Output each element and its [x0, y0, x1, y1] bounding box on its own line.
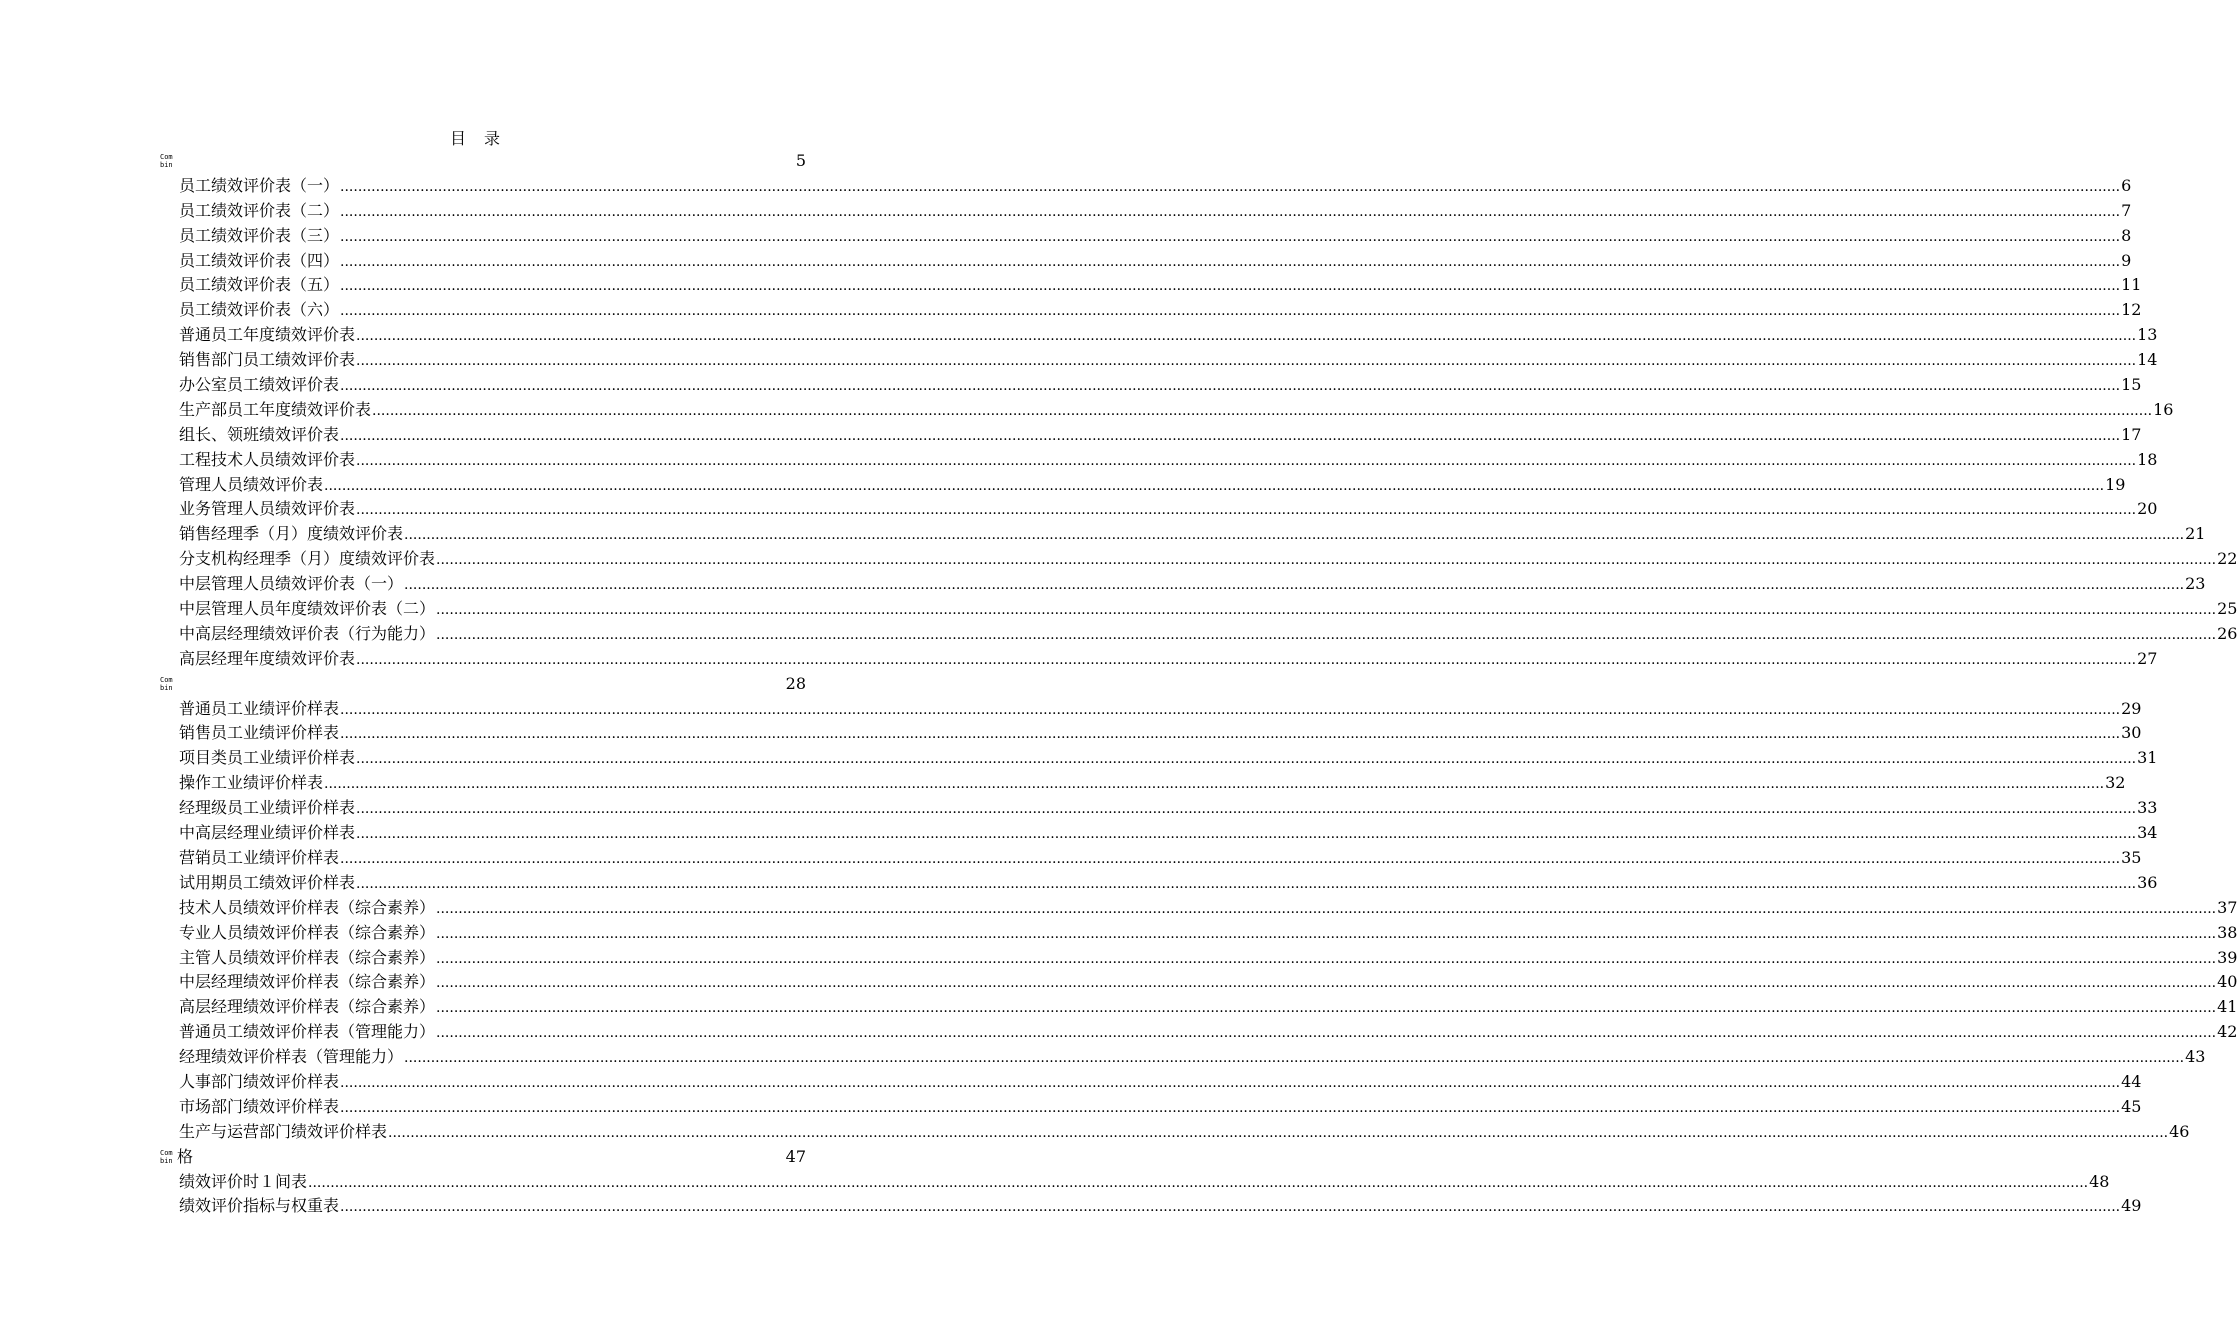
toc-dot-leader: ................................................................................................................................................................................................................................................................................................................................................................................................................: [340, 726, 2121, 743]
toc-dot-leader: ................................................................................................................................................................................................................................................................................................................................................................................................................: [340, 178, 2121, 195]
toc-page-number: 36: [2137, 872, 2158, 892]
toc-entry-label: 员工绩效评价表（四）: [179, 250, 340, 270]
toc-entry-label: 经理绩效评价样表（管理能力）: [179, 1047, 404, 1067]
toc-page-number: 14: [2137, 350, 2158, 370]
toc-page-number: 17: [2121, 424, 2142, 444]
toc-entry[interactable]: [160, 398, 2174, 423]
toc-dot-leader: ................................................................................................................................................................................................................................................................................................................................................................................................................: [356, 801, 2137, 818]
toc-entry[interactable]: [160, 846, 2142, 871]
toc-entry[interactable]: [160, 1120, 2190, 1145]
toc-entry-label: 生产部员工年度绩效评价表: [179, 399, 372, 419]
toc-entry[interactable]: [160, 423, 2142, 448]
toc-entry[interactable]: [160, 199, 2132, 224]
toc-entry-label: 员工绩效评价表（六）: [179, 300, 340, 320]
toc-dot-leader: ................................................................................................................................................................................................................................................................................................................................................................................................................: [436, 950, 2217, 967]
toc-dot-leader: ................................................................................................................................................................................................................................................................................................................................................................................................................: [356, 751, 2137, 768]
toc-page-number: 32: [2105, 773, 2126, 793]
toc-page-number: 28: [785, 673, 806, 693]
toc-dot-leader: ................................................................................................................................................................................................................................................................................................................................................................................................................: [340, 228, 2121, 245]
toc-page-number: 49: [2121, 1196, 2142, 1216]
toc-entry[interactable]: [160, 697, 2142, 722]
toc-dot-leader: ................................................................................................................................................................................................................................................................................................................................................................................................................: [436, 900, 2217, 917]
toc-entry[interactable]: [160, 298, 2142, 323]
toc-section-heading[interactable]: [160, 1145, 806, 1170]
toc-page-number: 46: [2169, 1121, 2190, 1141]
toc-dot-leader: ................................................................................................................................................................................................................................................................................................................................................................................................................: [340, 1074, 2121, 1091]
toc-dot-leader: ................................................................................................................................................................................................................................................................................................................................................................................................................: [356, 826, 2137, 843]
toc-entry[interactable]: [160, 796, 2158, 821]
toc-page-number: 41: [2217, 997, 2237, 1017]
toc-entry-label: 试用期员工绩效评价样表: [179, 872, 356, 892]
toc-page-number: 39: [2217, 947, 2237, 967]
toc-entry[interactable]: [160, 995, 2237, 1020]
toc-page-number: 7: [2121, 200, 2132, 220]
toc-entry[interactable]: [160, 721, 2142, 746]
toc-page-number: 11: [2121, 275, 2142, 295]
toc-dot-leader: ................................................................................................................................................................................................................................................................................................................................................................................................................: [356, 353, 2137, 370]
toc-entry-label: 普通员工业绩评价样表: [179, 698, 340, 718]
toc-entry[interactable]: [160, 572, 2206, 597]
toc-entry[interactable]: [160, 1194, 2142, 1219]
toc-page-number: 18: [2137, 449, 2158, 469]
toc-page-number: 48: [2089, 1171, 2110, 1191]
toc-entry[interactable]: [160, 1070, 2142, 1095]
toc-dot-leader: ................................................................................................................................................................................................................................................................................................................................................................................................................: [340, 1099, 2121, 1116]
toc-entry-label: 高层经理绩效评价样表（综合素养）: [179, 997, 436, 1017]
toc-dot-leader: ................................................................................................................................................................................................................................................................................................................................................................................................................: [356, 452, 2137, 469]
toc-page-number: 25: [2217, 599, 2237, 619]
toc-entry[interactable]: [160, 970, 2237, 995]
toc-dot-leader: ................................................................................................................................................................................................................................................................................................................................................................................................................: [356, 328, 2137, 345]
toc-entry[interactable]: [160, 946, 2237, 971]
toc-entry[interactable]: [160, 373, 2142, 398]
toc-page-number: 8: [2121, 225, 2132, 245]
toc-page-number: 16: [2153, 399, 2174, 419]
toc-dot-leader: ................................................................................................................................................................................................................................................................................................................................................................................................................: [388, 1124, 2169, 1141]
toc-page-number: 34: [2137, 823, 2158, 843]
toc-dot-leader: ................................................................................................................................................................................................................................................................................................................................................................................................................: [404, 527, 2185, 544]
toc-entry[interactable]: [160, 622, 2237, 647]
toc-entry-label: 员工绩效评价表（三）: [179, 225, 340, 245]
toc-entry[interactable]: [160, 821, 2158, 846]
toc-dot-leader: ................................................................................................................................................................................................................................................................................................................................................................................................................: [340, 303, 2121, 320]
toc-list: [160, 149, 2237, 1219]
toc-entry-label: 经理级员工业绩评价样表: [179, 798, 356, 818]
toc-dot-leader: ................................................................................................................................................................................................................................................................................................................................................................................................................: [340, 850, 2121, 867]
toc-entry-label: 工程技术人员绩效评价表: [179, 449, 356, 469]
toc-entry-label: 营销员工业绩评价样表: [179, 847, 340, 867]
toc-dot-leader: ................................................................................................................................................................................................................................................................................................................................................................................................................: [436, 626, 2217, 643]
toc-page-number: 43: [2185, 1047, 2206, 1067]
toc-entry-label: 销售部门员工绩效评价表: [179, 350, 356, 370]
toc-dot-leader: ................................................................................................................................................................................................................................................................................................................................................................................................................: [356, 651, 2137, 668]
toc-entry[interactable]: [160, 1170, 2110, 1195]
toc-entry-label: 办公室员工绩效评价表: [179, 375, 340, 395]
toc-page-number: 45: [2121, 1096, 2142, 1116]
toc-entry[interactable]: [160, 1095, 2142, 1120]
toc-entry-label: 绩效评价指标与权重表: [179, 1196, 340, 1216]
toc-entry-label: 技术人员绩效评价样表（综合素养）: [179, 897, 436, 917]
toc-dot-leader: ................................................................................................................................................................................................................................................................................................................................................................................................................: [436, 1000, 2217, 1017]
toc-entry[interactable]: [160, 224, 2132, 249]
toc-entry-label: 人事部门绩效评价样表: [179, 1071, 340, 1091]
toc-entry[interactable]: [160, 323, 2158, 348]
toc-dot-leader: ................................................................................................................................................................................................................................................................................................................................................................................................................: [436, 975, 2217, 992]
toc-dot-leader: ................................................................................................................................................................................................................................................................................................................................................................................................................: [356, 502, 2137, 519]
toc-entry-label: 组长、领班绩效评价表: [179, 424, 340, 444]
toc-dot-leader: ................................................................................................................................................................................................................................................................................................................................................................................................................: [340, 378, 2121, 395]
toc-entry[interactable]: [160, 547, 2237, 572]
toc-entry-label: 员工绩效评价表（一）: [179, 175, 340, 195]
toc-entry-label: 项目类员工业绩评价样表: [179, 748, 356, 768]
toc-dot-leader: ................................................................................................................................................................................................................................................................................................................................................................................................................: [404, 1050, 2185, 1067]
toc-page-number: 40: [2217, 972, 2237, 992]
toc-dot-leader: ................................................................................................................................................................................................................................................................................................................................................................................................................: [356, 875, 2137, 892]
toc-page-number: 30: [2121, 723, 2142, 743]
toc-entry-label: 中层管理人员绩效评价表（一）: [179, 574, 404, 594]
toc-section-title: 格: [177, 1146, 194, 1166]
toc-dot-leader: ................................................................................................................................................................................................................................................................................................................................................................................................................: [340, 203, 2121, 220]
toc-entry-label: 中高层经理业绩评价样表: [179, 823, 356, 843]
toc-page-number: 42: [2217, 1022, 2237, 1042]
toc-entry[interactable]: [160, 1045, 2206, 1070]
toc-page-number: 23: [2185, 574, 2206, 594]
toc-entry[interactable]: [160, 249, 2132, 274]
toc-entry-label: 管理人员绩效评价表: [179, 474, 324, 494]
toc-dot-leader: ................................................................................................................................................................................................................................................................................................................................................................................................................: [436, 552, 2217, 569]
toc-dot-leader: ................................................................................................................................................................................................................................................................................................................................................................................................................: [308, 1174, 2089, 1191]
toc-page-number: 44: [2121, 1071, 2142, 1091]
toc-dot-leader: ................................................................................................................................................................................................................................................................................................................................................................................................................: [340, 427, 2121, 444]
toc-entry[interactable]: [160, 448, 2158, 473]
toc-page-number: 33: [2137, 798, 2158, 818]
toc-entry-label: 员工绩效评价表（五）: [179, 275, 340, 295]
toc-page-number: 29: [2121, 698, 2142, 718]
toc-page-number: 20: [2137, 499, 2158, 519]
toc-page-number: 5: [795, 151, 806, 170]
toc-entry-label: 操作工业绩评价样表: [179, 773, 324, 793]
toc-section-tag: Combin: [160, 1148, 173, 1165]
toc-entry-label: 主管人员绩效评价样表（综合素养）: [179, 947, 436, 967]
toc-entry[interactable]: [160, 522, 2206, 547]
toc-section-tag: Combin: [160, 675, 173, 692]
toc-entry-label: 专业人员绩效评价样表（综合素养）: [179, 922, 436, 942]
toc-page-number: 19: [2105, 474, 2126, 494]
toc-entry-label: 普通员工绩效评价样表（管理能力）: [179, 1022, 436, 1042]
toc-title: [0, 126, 950, 149]
toc-dot-leader: ................................................................................................................................................................................................................................................................................................................................................................................................................: [324, 477, 2105, 494]
toc-entry-label: 员工绩效评价表（二）: [179, 200, 340, 220]
toc-page-number: 38: [2217, 922, 2237, 942]
toc-entry-label: 中层经理绩效评价样表（综合素养）: [179, 972, 436, 992]
toc-entry-label: 市场部门绩效评价样表: [179, 1096, 340, 1116]
toc-section-tag: Combin: [160, 153, 173, 169]
toc-page-number: 31: [2137, 748, 2158, 768]
toc-entry-label: 中高层经理绩效评价表（行为能力）: [179, 623, 436, 643]
toc-dot-leader: ................................................................................................................................................................................................................................................................................................................................................................................................................: [372, 402, 2153, 419]
toc-entry[interactable]: [160, 348, 2158, 373]
toc-page-number: 21: [2185, 524, 2206, 544]
toc-page-number: 6: [2121, 175, 2132, 195]
toc-entry[interactable]: [160, 497, 2158, 522]
toc-page-number: 9: [2121, 250, 2132, 270]
toc-dot-leader: ................................................................................................................................................................................................................................................................................................................................................................................................................: [436, 925, 2217, 942]
toc-dot-leader: ................................................................................................................................................................................................................................................................................................................................................................................................................: [340, 701, 2121, 718]
toc-entry[interactable]: [160, 746, 2158, 771]
toc-section-heading[interactable]: [160, 149, 806, 174]
toc-entry[interactable]: [160, 273, 2142, 298]
toc-entry[interactable]: [160, 174, 2132, 199]
toc-entry[interactable]: [160, 771, 2126, 796]
toc-dot-leader: ................................................................................................................................................................................................................................................................................................................................................................................................................: [340, 278, 2121, 295]
toc-entry[interactable]: [160, 921, 2237, 946]
toc-page-number: 15: [2121, 375, 2142, 395]
toc-entry-label: 普通员工年度绩效评价表: [179, 325, 356, 345]
toc-page-number: 22: [2217, 549, 2237, 569]
toc-page-number: 26: [2217, 623, 2237, 643]
toc-section-heading[interactable]: [160, 672, 806, 697]
toc-title-char-2: 录: [484, 129, 501, 148]
toc-entry[interactable]: [160, 871, 2158, 896]
toc-page-number: 47: [785, 1146, 806, 1166]
toc-entry-label: 中层管理人员年度绩效评价表（二）: [179, 599, 436, 619]
toc-entry-label: 生产与运营部门绩效评价样表: [179, 1121, 388, 1141]
toc-dot-leader: ................................................................................................................................................................................................................................................................................................................................................................................................................: [404, 577, 2185, 594]
toc-page-number: 12: [2121, 300, 2142, 320]
toc-page-number: 37: [2217, 897, 2237, 917]
toc-entry-label: 绩效评价时１间表: [179, 1171, 308, 1191]
toc-entry-label: 销售员工业绩评价样表: [179, 723, 340, 743]
toc-entry-label: 业务管理人员绩效评价表: [179, 499, 356, 519]
toc-dot-leader: ................................................................................................................................................................................................................................................................................................................................................................................................................: [436, 1025, 2217, 1042]
toc-dot-leader: ................................................................................................................................................................................................................................................................................................................................................................................................................: [340, 1199, 2121, 1216]
toc-entry[interactable]: [160, 896, 2237, 921]
toc-entry[interactable]: [160, 647, 2158, 672]
toc-title-char-1: 目: [449, 129, 466, 148]
toc-entry[interactable]: [160, 597, 2237, 622]
toc-entry[interactable]: [160, 1020, 2237, 1045]
toc-dot-leader: ................................................................................................................................................................................................................................................................................................................................................................................................................: [436, 602, 2217, 619]
toc-entry[interactable]: [160, 473, 2126, 498]
toc-entry-label: 高层经理年度绩效评价表: [179, 648, 356, 668]
toc-dot-leader: ................................................................................................................................................................................................................................................................................................................................................................................................................: [324, 776, 2105, 793]
toc-dot-leader: ................................................................................................................................................................................................................................................................................................................................................................................................................: [340, 253, 2121, 270]
toc-page-number: 35: [2121, 847, 2142, 867]
toc-page-number: 27: [2137, 648, 2158, 668]
toc-page-number: 13: [2137, 325, 2158, 345]
toc-entry-label: 分支机构经理季（月）度绩效评价表: [179, 549, 436, 569]
toc-entry-label: 销售经理季（月）度绩效评价表: [179, 524, 404, 544]
